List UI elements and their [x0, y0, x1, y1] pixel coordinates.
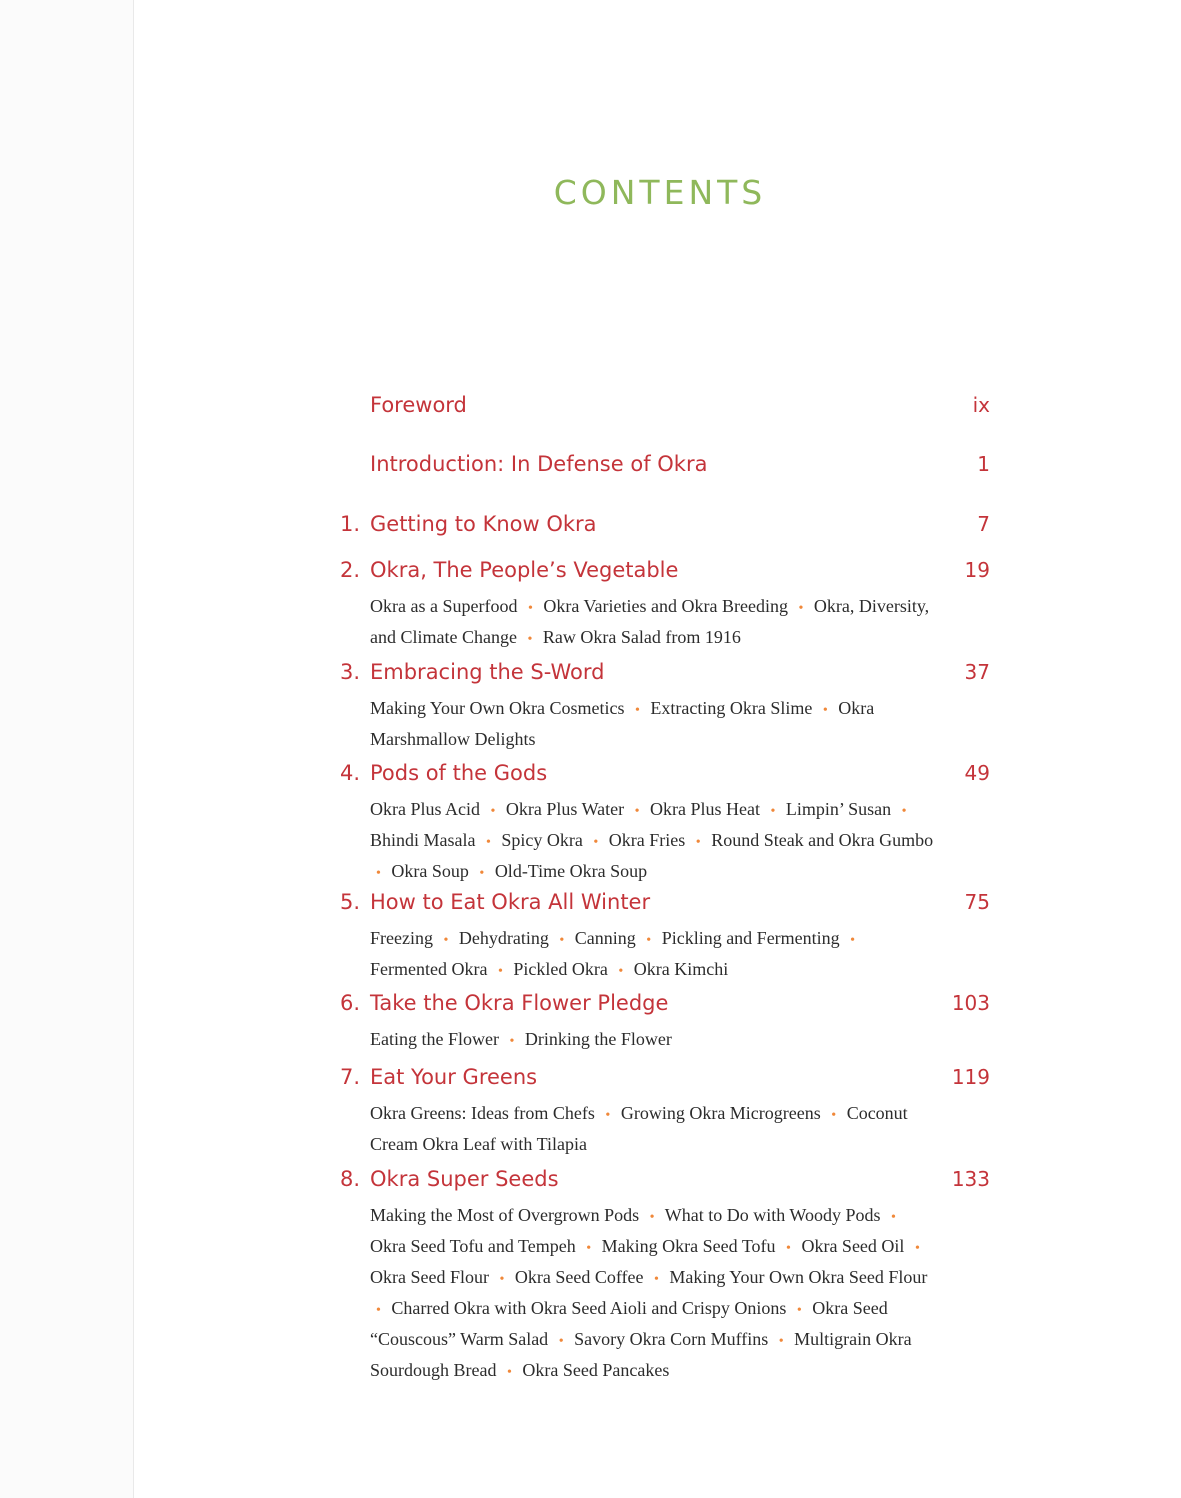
section-item: What to Do with Woody Pods [664, 1205, 881, 1225]
toc-entry-heading [340, 660, 990, 694]
bullet-separator-icon: • [376, 1303, 381, 1318]
chapter-title: Pods of the Gods [370, 761, 548, 785]
section-item: Limpin’ Susan [785, 799, 892, 819]
bullet-separator-icon: • [890, 1210, 896, 1225]
section-item: Bhindi Masala [370, 830, 476, 850]
page-number: 103 [951, 991, 990, 1015]
section-item: Growing Okra Microgreens [620, 1103, 821, 1123]
page-number: 133 [951, 1167, 990, 1191]
chapter-title: Okra Super Seeds [370, 1167, 559, 1191]
section-item: Okra Plus Acid [370, 799, 480, 819]
chapter-number: 8. [340, 1167, 361, 1191]
toc-entry-heading [340, 991, 990, 1025]
toc-entry [340, 761, 990, 888]
toc-entry-heading [340, 558, 990, 592]
toc-entry-heading [340, 512, 990, 546]
bullet-separator-icon: • [822, 703, 828, 718]
section-item: Making the Most of Overgrown Pods [370, 1205, 640, 1225]
bullet-separator-icon: • [634, 804, 640, 819]
section-item: Okra Plus Water [505, 799, 625, 819]
section-list [370, 1201, 935, 1387]
toc-entry-heading [340, 890, 990, 924]
toc-entry [340, 991, 990, 1056]
bullet-separator-icon: • [831, 1108, 837, 1123]
page-number: 19 [964, 558, 990, 582]
toc-entry-heading [340, 1167, 990, 1201]
chapter-title: Embracing the S-Word [370, 660, 605, 684]
section-item: Okra as a Superfood [370, 596, 518, 616]
section-list [370, 592, 935, 654]
page-number: 37 [964, 660, 990, 684]
chapter-number: 7. [340, 1065, 361, 1089]
bullet-separator-icon: • [850, 933, 856, 948]
section-item: Okra Plus Heat [650, 799, 760, 819]
toc-entry-heading [340, 452, 990, 486]
section-item: Savory Okra Corn Muffins [574, 1329, 769, 1349]
bullet-separator-icon: • [914, 1241, 920, 1256]
bullet-separator-icon: • [559, 933, 565, 948]
toc-entry-heading [340, 1065, 990, 1099]
section-item: Okra Kimchi [633, 959, 729, 979]
bullet-separator-icon: • [901, 804, 907, 819]
section-item: Pickling and Fermenting [661, 928, 840, 948]
bullet-separator-icon: • [796, 1303, 802, 1318]
section-item: Freezing [370, 928, 433, 948]
chapter-number: 2. [340, 558, 361, 582]
chapter-number: 5. [340, 890, 361, 914]
section-list [370, 1099, 935, 1158]
section-item: Making Your Own Okra Cosmetics [370, 698, 625, 718]
bullet-separator-icon: • [479, 866, 485, 881]
bullet-separator-icon: • [558, 1334, 564, 1349]
bullet-separator-icon: • [605, 1108, 611, 1123]
section-item: Fermented Okra [370, 959, 488, 979]
section-item: Making Your Own Okra Seed Flour [669, 1267, 928, 1287]
bullet-separator-icon: • [798, 601, 804, 616]
bullet-separator-icon: • [654, 1272, 659, 1287]
chapter-title: Okra, The People’s Vegetable [370, 558, 679, 582]
chapter-number: 3. [340, 660, 361, 684]
toc-entry [340, 890, 990, 986]
section-item: Okra, Diversity, and Climate Change [370, 596, 930, 647]
page-number: 75 [964, 890, 990, 914]
section-item: Okra Seed Coffee [514, 1267, 644, 1287]
bullet-separator-icon: • [649, 1210, 655, 1225]
section-item: Round Steak and Okra Gumbo [711, 830, 934, 850]
section-item: Canning [574, 928, 636, 948]
section-item: Charred Okra with Okra Seed Aioli and Crispy Onions [391, 1298, 787, 1318]
section-item: Eating the Flower [370, 1029, 499, 1049]
chapter-title: Getting to Know Okra [370, 512, 597, 536]
page-number: ix [972, 393, 990, 417]
section-item: Okra Greens: Ideas from Chefs [370, 1103, 595, 1123]
bullet-separator-icon: • [506, 1365, 512, 1380]
toc-entry [340, 660, 990, 753]
bullet-separator-icon: • [527, 632, 533, 647]
page-title: CONTENTS [553, 173, 767, 212]
toc-entry [340, 393, 990, 427]
section-item: Coconut Cream Okra Leaf with Tilapia [370, 1103, 908, 1154]
section-item: Raw Okra Salad from 1916 [542, 627, 741, 647]
section-item: Okra Seed “Couscous” Warm Salad [370, 1298, 888, 1349]
bullet-separator-icon: • [695, 835, 701, 850]
bullet-separator-icon: • [586, 1241, 592, 1256]
section-item: Multigrain Okra Sourdough Bread [370, 1329, 912, 1380]
chapter-number: 4. [340, 761, 361, 785]
bullet-separator-icon: • [593, 835, 599, 850]
toc-entry-heading [340, 761, 990, 795]
bullet-separator-icon: • [499, 1272, 505, 1287]
chapter-title: Foreword [370, 393, 467, 417]
bullet-separator-icon: • [770, 804, 776, 819]
toc-entry [340, 452, 990, 486]
section-item: Old-Time Okra Soup [494, 861, 648, 881]
bullet-separator-icon: • [778, 1334, 784, 1349]
section-list [370, 924, 935, 986]
bullet-separator-icon: • [490, 804, 496, 819]
section-item: Spicy Okra [501, 830, 583, 850]
section-item: Making Okra Seed Tofu [601, 1236, 776, 1256]
section-item: Okra Seed Flour [370, 1267, 489, 1287]
bullet-separator-icon: • [527, 601, 533, 616]
section-item: Okra Seed Pancakes [522, 1360, 670, 1380]
page-number: 7 [977, 512, 990, 536]
page-number: 1 [977, 452, 990, 476]
section-list [370, 694, 935, 753]
section-item: Okra Seed Oil [801, 1236, 905, 1256]
chapter-title: Eat Your Greens [370, 1065, 538, 1089]
chapter-number: 1. [340, 512, 361, 536]
toc-entry [340, 1167, 990, 1387]
bullet-separator-icon: • [646, 933, 652, 948]
bullet-separator-icon: • [486, 835, 491, 850]
toc-entry [340, 512, 990, 546]
bullet-separator-icon: • [618, 964, 624, 979]
chapter-title: Introduction: In Defense of Okra [370, 452, 708, 476]
bullet-separator-icon: • [443, 933, 449, 948]
section-item: Okra Soup [391, 861, 469, 881]
section-item: Okra Marshmallow Delights [370, 698, 875, 749]
toc-entry [340, 1065, 990, 1158]
bullet-separator-icon: • [509, 1034, 515, 1049]
section-list [370, 1025, 935, 1056]
bullet-separator-icon: • [497, 964, 503, 979]
section-item: Okra Fries [608, 830, 686, 850]
section-item: Pickled Okra [513, 959, 608, 979]
chapter-number: 6. [340, 991, 361, 1015]
section-list [370, 795, 935, 888]
bullet-separator-icon: • [376, 866, 381, 881]
page-number: 49 [964, 761, 990, 785]
bullet-separator-icon: • [635, 703, 640, 718]
section-item: Dehydrating [458, 928, 549, 948]
section-item: Drinking the Flower [524, 1029, 672, 1049]
section-item: Extracting Okra Slime [650, 698, 813, 718]
chapter-title: How to Eat Okra All Winter [370, 890, 651, 914]
section-item: Okra Seed Tofu and Tempeh [370, 1236, 576, 1256]
section-item: Okra Varieties and Okra Breeding [543, 596, 788, 616]
page-number: 119 [951, 1065, 990, 1089]
bullet-separator-icon: • [786, 1241, 791, 1256]
chapter-title: Take the Okra Flower Pledge [370, 991, 669, 1015]
toc-entry-heading [340, 393, 990, 427]
toc-entry [340, 558, 990, 654]
